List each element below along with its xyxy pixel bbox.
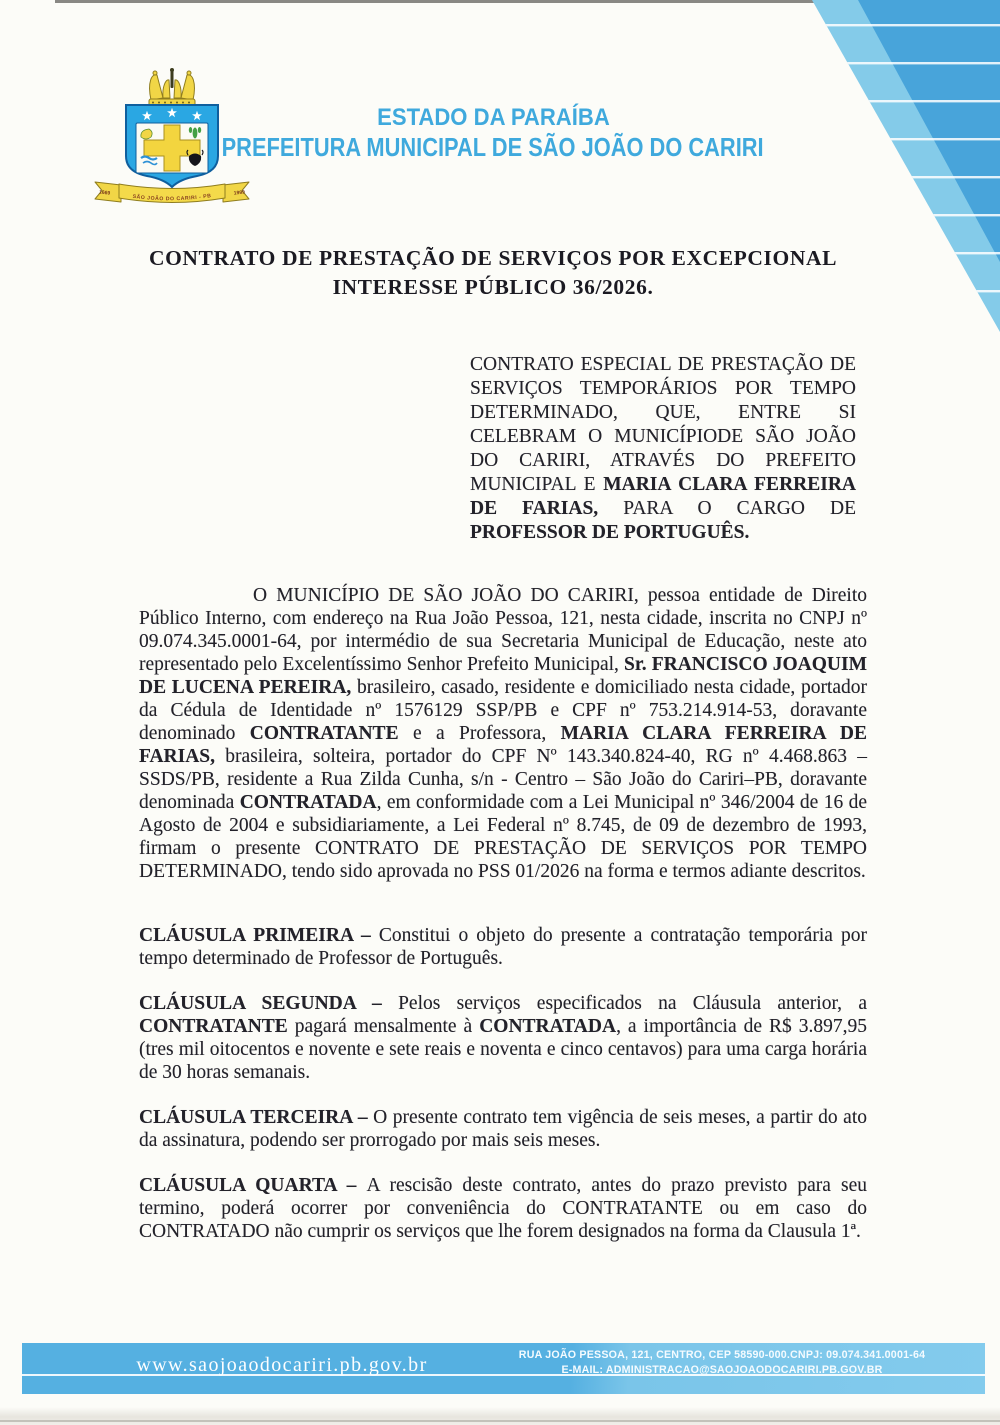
banner-text: SÃO JOÃO DO CARIRI - PB (132, 193, 212, 203)
banner-year-left: 1669 (98, 189, 111, 197)
clause-quarta-paragraph: CLÁUSULA QUARTA – A rescisão deste contrato, antes do prazo previsto para seu termino, poderá ocorrer por conveniência do CONTRATANTE ou em caso do CONTRATADO não cumprir os serviços que lhe forem designados na forma da Clausula 1ª. (139, 1175, 867, 1242)
letterhead-state-line: ESTADO DA PARAÍBA (376, 104, 610, 131)
scan-edge-line-bottom (0, 1420, 1000, 1422)
footer-email: E-MAIL: ADMINISTRACAO@SAOJOAODOCARIRI.PB.GOV.BR (561, 1364, 883, 1376)
footer-contact-block (512, 1348, 932, 1378)
document-title-line2: INTERESSE PÚBLICO 36/2026. (332, 275, 654, 299)
footer-address: RUA JOÃO PESSOA, 121, CENTRO, CEP 58590-000.CNPJ: 09.074.341.0001-64 (518, 1349, 926, 1361)
preamble-block: CONTRATO ESPECIAL DE PRESTAÇÃO DE SERVIÇOS TEMPORÁRIOS POR TEMPO DETERMINADO, QUE, ENTRE SI CELEBRAM O MUNICÍPIODE SÃO JOÃO DO CARIRI, ATRAVÉS DO PREFEITO MUNICIPAL E MARIA CLARA FERREIRA DE FARIAS, PARA O CARGO DE PROFESSOR DE PORTUGUÊS. (470, 354, 856, 543)
document-title (140, 244, 846, 302)
document-title-line1: CONTRATO DE PRESTAÇÃO DE SERVIÇOS POR EXCEPCIONAL (148, 246, 838, 270)
parties-paragraph: O MUNICÍPIO DE SÃO JOÃO DO CARIRI, pessoa entidade de Direito Público Interno, com endereço na Rua João Pessoa, 121, nesta cidade, inscrita no CNPJ nº 09.074.345.0001-64, por intermédio de sua Secretaria Municipal de Educação, neste ato representado pelo Excelentíssimo Senhor Prefeito Municipal, Sr. FRANCISCO JOAQUIM DE LUCENA PEREIRA, brasileiro, casado, residente e domiciliado nesta cidade, portador da Cédula de Identidade nº 1576129 SSP/PB e CPF nº 753.214.914-53, doravante denominado CONTRATANTE e a Professora, MARIA CLARA FERREIRA DE FARIAS, brasileira, solteira, portador do CPF Nº 143.340.824-40, RG nº 4.468.863 – SSDS/PB, residente a Rua Zilda Cunha, s/n - Centro – São João do Cariri–PB, doravante denominada CONTRATADA, em conformidade com a Lei Municipal nº 346/2004 de 16 de Agosto de 2004 e subsidiariamente, a Lei Federal nº 8.745, de 09 de dezembro de 1993, firmam o presente CONTRATO DE PRESTAÇÃO DE SERVIÇOS POR TEMPO DETERMINADO, tendo sido aprovada no PSS 01/2026 na forma e termos adiante descritos. (139, 585, 868, 882)
footer-website: www.saojoaodocariri.pb.gov.br (136, 1354, 428, 1376)
crown (149, 68, 195, 106)
clause-primeira-paragraph: CLÁUSULA PRIMEIRA – Constitui o objeto do presente a contratação temporária por tempo determinado de Professor de Português. (139, 925, 867, 969)
letterhead (140, 104, 846, 163)
banner-year-right: 1999 (233, 189, 246, 197)
clause-segunda-paragraph: CLÁUSULA SEGUNDA – Pelos serviços especificados na Cláusula anterior, a CONTRATANTE pagará mensalmente à CONTRATADA, a importância de R$ 3.897,95 (tres mil oitocentos e novente e sete reais e noventa e cinco centavos) para uma carga horária de 30 horas semanais. (139, 993, 868, 1083)
letterhead-municipality-line: PREFEITURA MUNICIPAL DE SÃO JOÃO DO CARIRI (221, 132, 764, 162)
clause-terceira-paragraph: CLÁUSULA TERCEIRA – O presente contrato tem vigência de seis meses, a partir do ato da assinatura, podendo ser prorrogado por mais seis meses. (139, 1107, 867, 1151)
footer-bar (22, 1343, 985, 1394)
scan-edge-artifact-bottom (0, 1407, 1000, 1425)
